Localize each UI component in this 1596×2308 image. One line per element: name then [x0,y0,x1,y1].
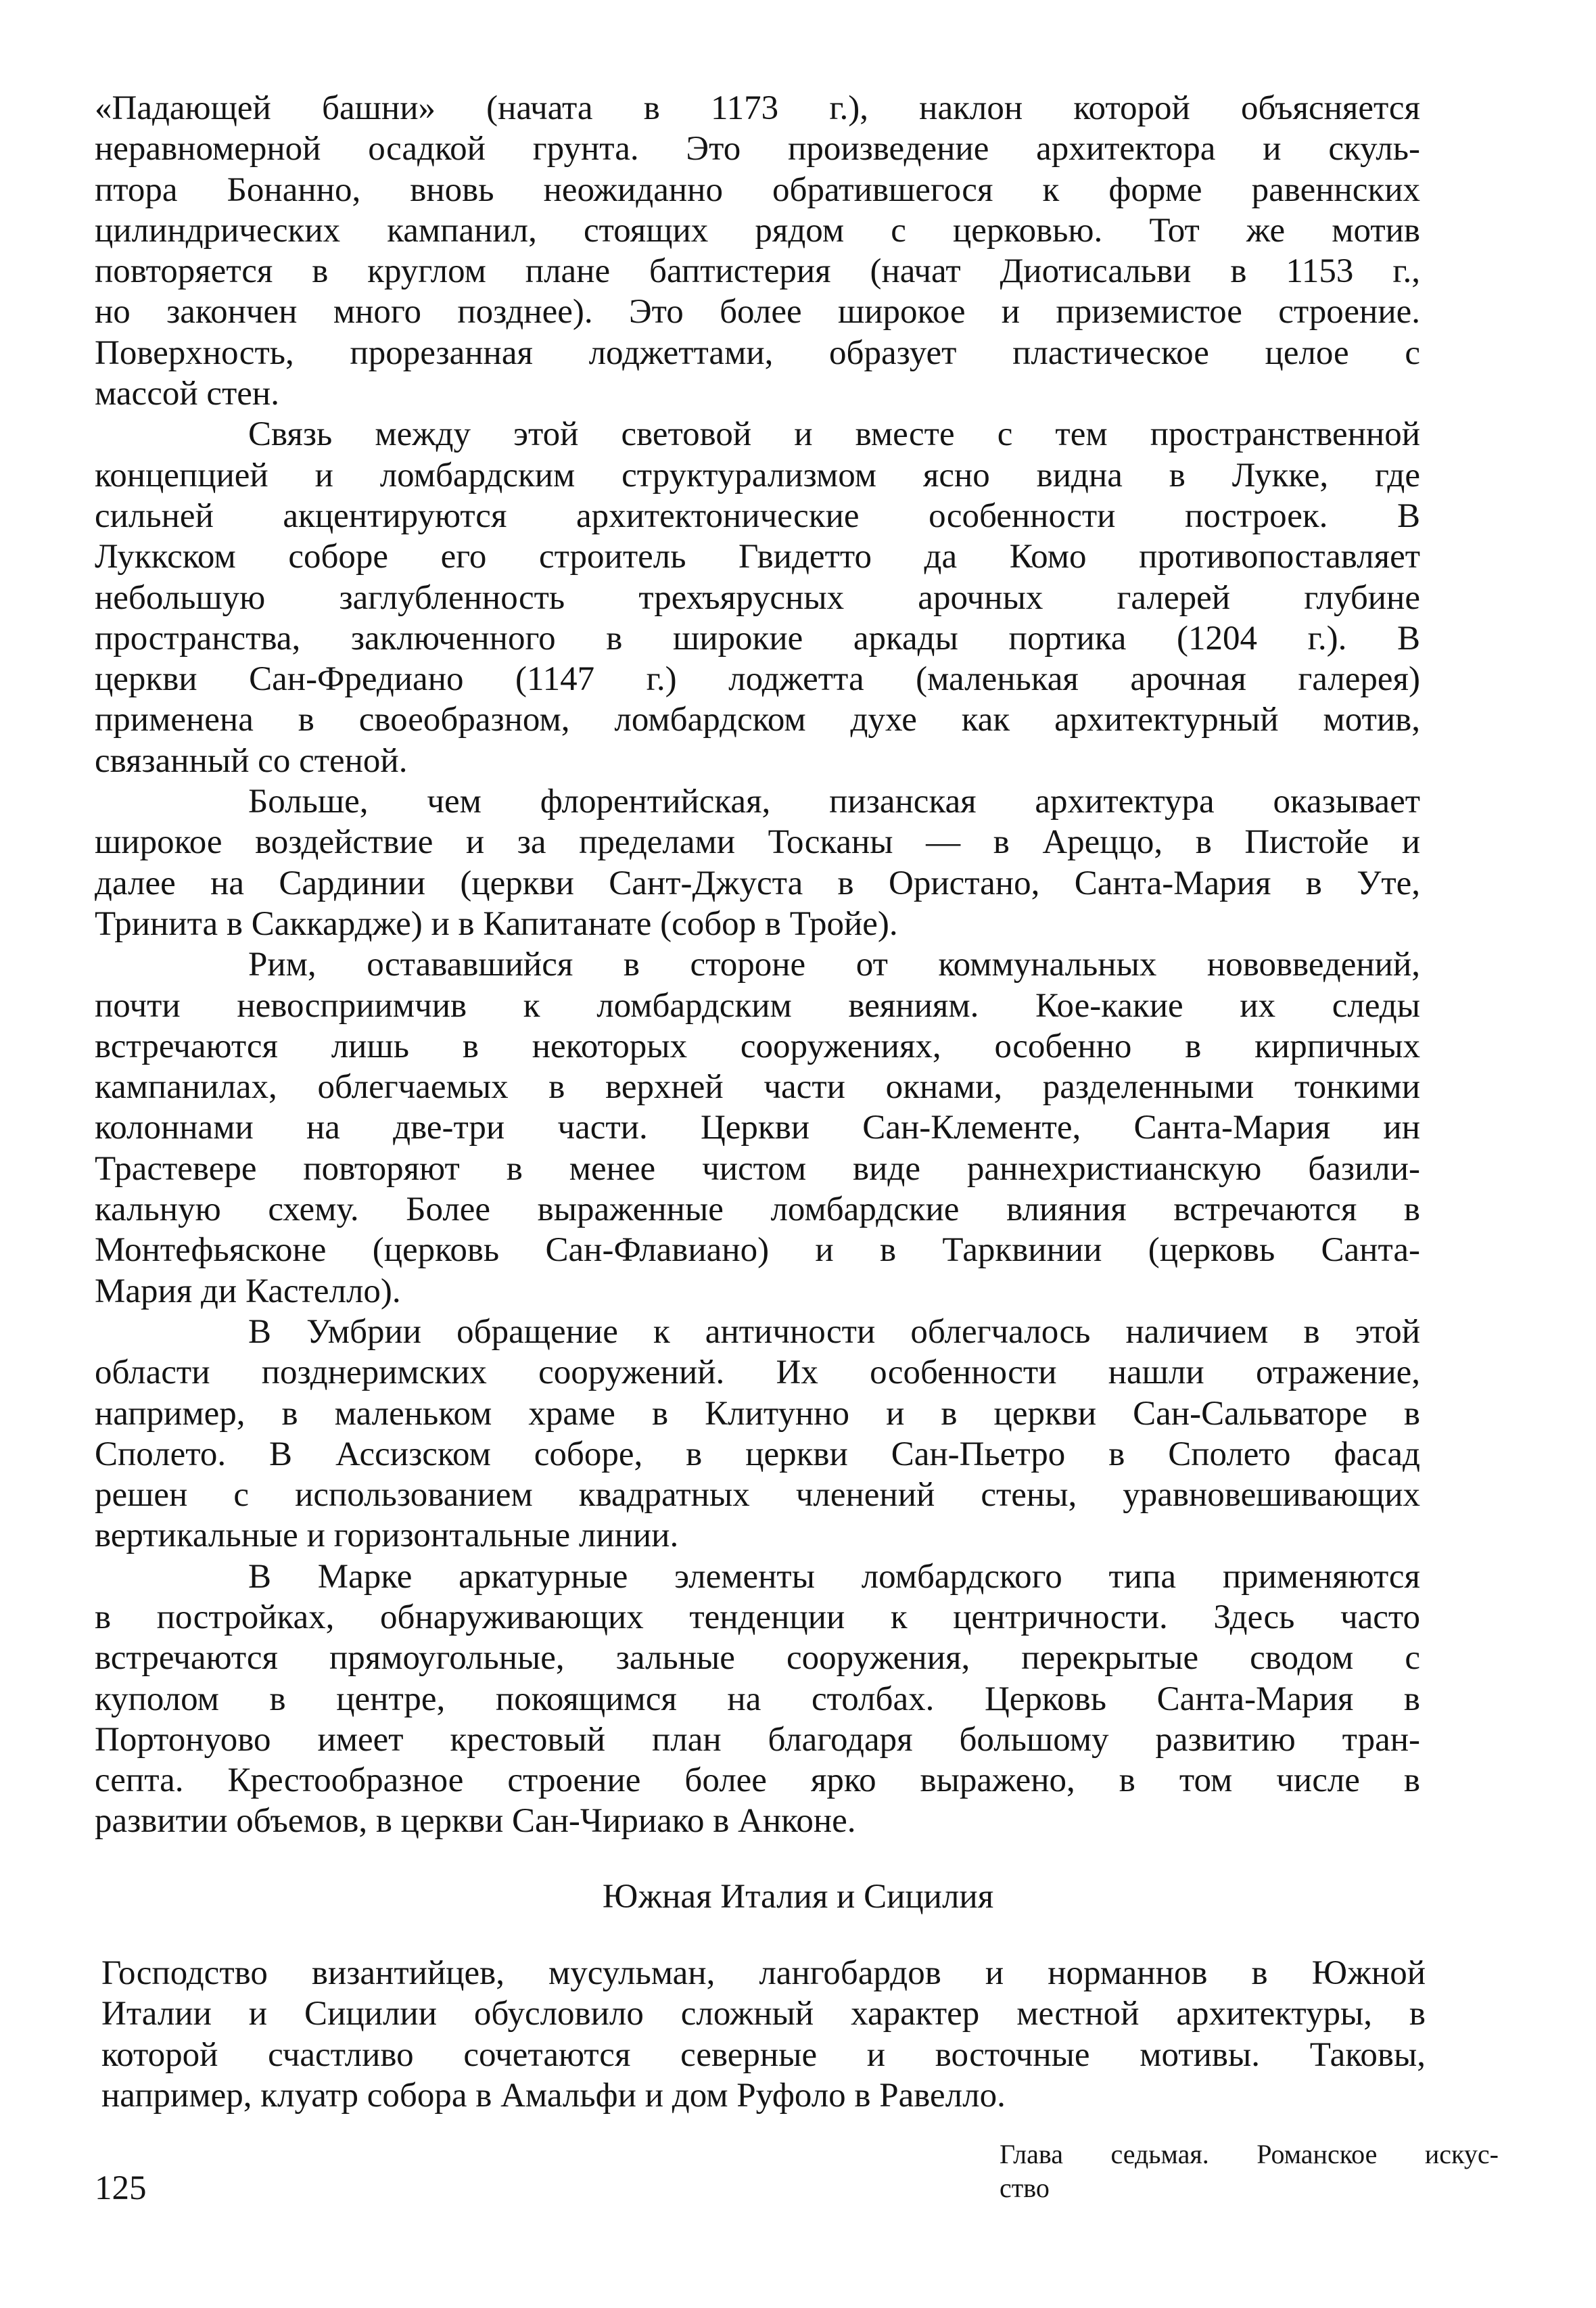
chapter-title-line-1: Глава седьмая. Романское искус- [1000,2139,1499,2169]
text-line: решен с использованием квадратных членений стены, уравновешивающих [95,1476,1420,1515]
text-line: Рим, остававшийся в стороне от коммунальных нововведений, [248,946,1420,984]
text-line: Сполето. В Ассизском соборе, в церкви Сан-Пьетро в Сполето фасад [95,1435,1420,1473]
section-text [101,1953,1426,2116]
text-line: небольшую заглубленность трехъярусных арочных галерей глубине [95,578,1420,617]
text-line: повторяется в круглом плане баптистерия (начат Диотисальви в 1153 г., [95,252,1420,291]
text-line: цилиндрических кампанил, стоящих рядом с церковью. Тот же мотив [95,211,1420,250]
text-line: Монтефьясконе (церковь Сан-Флавиано) и в Тарквинии (церковь Санта- [95,1231,1420,1270]
text-line: птора Бонанно, вновь неожиданно обратившегося к форме равеннских [95,170,1420,209]
text-line: массой стен. [95,375,279,413]
section-heading: Южная Италия и Сицилия [602,1878,994,1916]
text-line: встречаются прямоугольные, зальные сооружения, перекрытые сводом с [95,1639,1420,1678]
text-line: пространства, заключенного в широкие аркады портика (1204 г.). В [95,619,1420,657]
text-line: неравномерной осадкой грунта. Это произведение архитектора и скуль- [95,130,1420,168]
text-line: Италии и Сицилии обусловило сложный характер местной архитектуры, в [101,1995,1426,2033]
text-line: Поверхность, прорезанная лоджеттами, образует пластическое целое с [95,333,1420,372]
text-line: в постройках, обнаруживающих тенденции к центричности. Здесь часто [95,1598,1420,1636]
page-number: 125 [95,2169,147,2207]
text-line: развитии объемов, в церкви Сан-Чириако в Анконе. [95,1802,856,1841]
text-line: Больше, чем флорентийская, пизанская архитектура оказывает [248,783,1420,821]
text-line: «Падающей башни» (начата в 1173 г.), наклон которой объясняется [95,89,1420,127]
section-paragraph [101,1953,1426,2116]
text-line: далее на Сардинии (церкви Сант-Джуста в Ористано, Санта-Мария в Уте, [95,864,1420,902]
running-footer [1000,2138,1499,2205]
text-line: кампанилах, облегчаемых в верхней части окнами, разделенными тонкими [95,1068,1420,1107]
text-line: Господство византийцев, мусульман, лангобардов и норманнов в Южной [101,1954,1426,1992]
text-line: но закончен много позднее). Это более широкое и приземистое строение. [95,293,1420,331]
text-line: Связь между этой световой и вместе с тем пространственной [248,415,1420,454]
text-line: септа. Крестообразное строение более ярко выражено, в том числе в [95,1761,1420,1800]
text-line: вертикальные и горизонтальные линии. [95,1517,679,1555]
text-line: Луккском соборе его строитель Гвидетто да Комо противопоставляет [95,538,1420,576]
text-line: колоннами на две-три части. Церкви Сан-Клементе, Санта-Мария ин [95,1109,1420,1147]
text-line: В Умбрии обращение к античности облегчалось наличием в этой [248,1312,1420,1351]
chapter-title-line-2: ство [1000,2173,1050,2203]
text-line: встречаются лишь в некоторых сооружениях, особенно в кирпичных [95,1027,1420,1065]
text-line: например, клуатр собора в Амальфи и дом Руфоло в Равелло. [101,2076,1006,2115]
text-line: Трастевере повторяют в менее чистом виде раннехристианскую базили- [95,1149,1420,1188]
text-line: Портонуово имеет крестовый план благодаря большому развитию тран- [95,1720,1420,1759]
text-line: концепцией и ломбардским структурализмом ясно видна в Лукке, где [95,456,1420,494]
text-line: кальную схему. Более выраженные ломбардские влияния встречаются в [95,1191,1420,1229]
main-text [95,88,1420,1842]
text-line: широкое воздействие и за пределами Тосканы — в Ареццо, в Пистойе и [95,823,1420,862]
text-line: например, в маленьком храме в Клитунно и в церкви Сан-Сальваторе в [95,1394,1420,1433]
text-line: связанный со стеной. [95,741,408,780]
text-line: куполом в центре, покоящимся на столбах. Церковь Санта-Мария в [95,1680,1420,1718]
text-line: которой счастливо сочетаются северные и восточные мотивы. Таковы, [101,2035,1426,2074]
text-line: области позднеримских сооружений. Их особенности нашли отражение, [95,1354,1420,1392]
text-line: церкви Сан-Фредиано (1147 г.) лоджетта (маленькая арочная галерея) [95,660,1420,699]
text-line: применена в своеобразном, ломбардском духе как архитектурный мотив, [95,701,1420,739]
text-line: сильней акцентируются архитектонические особенности построек. В [95,497,1420,535]
text-line: Тринита в Саккардже) и в Капитанате (собор в Тройе). [95,904,898,943]
text-line: Мария ди Кастелло). [95,1272,401,1310]
text-line: В Марке аркатурные элементы ломбардского типа применяются [248,1557,1420,1596]
text-line: почти невосприимчив к ломбардским веяниям. Кое-какие их следы [95,986,1420,1025]
body-paragraphs [95,88,1420,1842]
